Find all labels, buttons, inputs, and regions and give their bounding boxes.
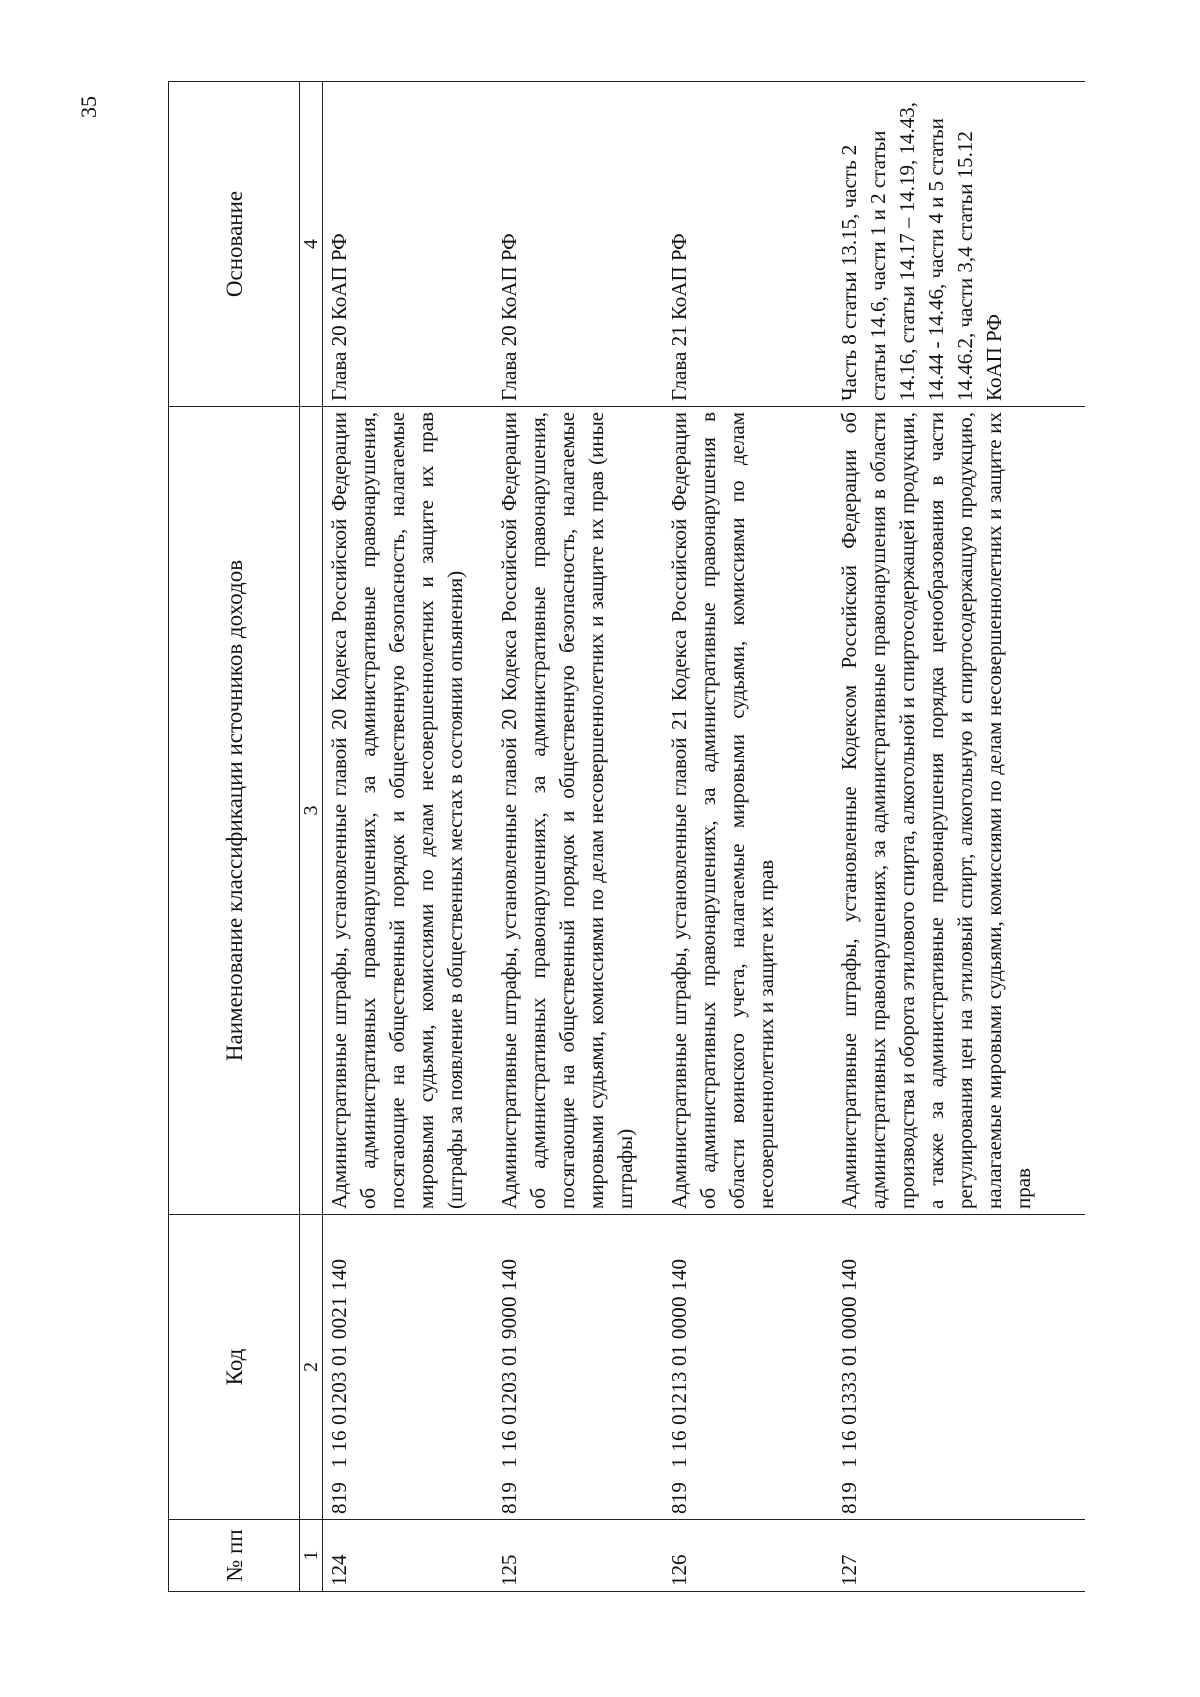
row-name: Административные штрафы, установленные главой 20 Кодекса Российской Федерации об административных правонарушениях, за административные правонарушения, посягающие на общественный порядок и общественную безопасность, налагаемые мировыми судьями, комиссиями по делам несовершеннолетних и защите их прав (иные штрафы)	[493, 407, 663, 1215]
table-header-row	[169, 82, 300, 1592]
code-prefix: 819	[836, 1481, 861, 1514]
row-number: 124	[323, 1520, 493, 1592]
table-row	[663, 82, 833, 1592]
code-prefix: 819	[496, 1481, 521, 1514]
table-row	[323, 82, 493, 1592]
header-name: Наименование классификации источников доходов	[169, 407, 300, 1215]
table-row	[493, 82, 663, 1592]
table-row	[833, 82, 1085, 1592]
revenue-classification-table	[168, 81, 1085, 1592]
row-code	[663, 1215, 833, 1520]
rotated-table-container	[168, 82, 1035, 1592]
header-no: № пп	[169, 1520, 300, 1592]
code-value: 1 16 01333 01 0000 140	[836, 1258, 861, 1468]
code-value: 1 16 01203 01 9000 140	[496, 1258, 521, 1468]
column-number: 4	[300, 82, 323, 407]
row-code	[493, 1215, 663, 1520]
row-basis: Глава 21 КоАП РФ	[663, 82, 833, 407]
code-prefix: 819	[666, 1481, 691, 1514]
row-basis: Часть 8 статьи 13.15, часть 2 статьи 14.6, части 1 и 2 статьи 14.16, статьи 14.17 – 14.19, 14.43, 14.44 - 14.46, части 4 и 5 статьи 14.46.2, части 3,4 статьи 15.12 КоАП РФ	[833, 82, 1085, 407]
column-number-row	[300, 82, 323, 1592]
header-basis: Основание	[169, 82, 300, 407]
page-number: 35	[76, 96, 101, 118]
row-basis: Глава 20 КоАП РФ	[493, 82, 663, 407]
column-number: 2	[300, 1215, 323, 1520]
row-number: 127	[833, 1520, 1085, 1592]
row-name: Административные штрафы, установленные Кодексом Российской Федерации об административных правонарушениях, за административные правонарушения в области производства и оборота этилового спирта, алкогольной и спиртосодержащей продукции, а также за административные правонарушения порядка ценообразования в части регулирования цен на этиловый спирт, алкогольную и спиртосодержащую продукцию, налагаемые мировыми судьями, комиссиями по делам несовершеннолетних и защите их прав	[833, 407, 1085, 1215]
row-number: 125	[493, 1520, 663, 1592]
code-prefix: 819	[327, 1481, 351, 1514]
code-value: 1 16 01213 01 0000 140	[666, 1258, 691, 1468]
header-code: Код	[169, 1215, 300, 1520]
row-name: Административные штрафы, установленные главой 21 Кодекса Российской Федерации об административных правонарушениях, за административные правонарушения в области воинского учета, налагаемые мировыми судьями, комиссиями по делам несовершеннолетних и защите их прав	[663, 407, 833, 1215]
row-number: 126	[663, 1520, 833, 1592]
column-number: 3	[300, 407, 323, 1215]
column-number: 1	[300, 1520, 323, 1592]
row-code	[323, 1215, 493, 1520]
code-value: 1 16 01203 01 0021 140	[327, 1258, 351, 1468]
row-code	[833, 1215, 1085, 1520]
row-name: Административные штрафы, установленные главой 20 Кодекса Российской Федерации об административных правонарушениях, за административные правонарушения, посягающие на общественный порядок и общественную безопасность, налагаемые мировыми судьями, комиссиями по делам несовершеннолетних и защите их прав (штрафы за появление в общественных местах в состоянии опьянения)	[323, 407, 493, 1215]
row-basis: Глава 20 КоАП РФ	[323, 82, 493, 407]
